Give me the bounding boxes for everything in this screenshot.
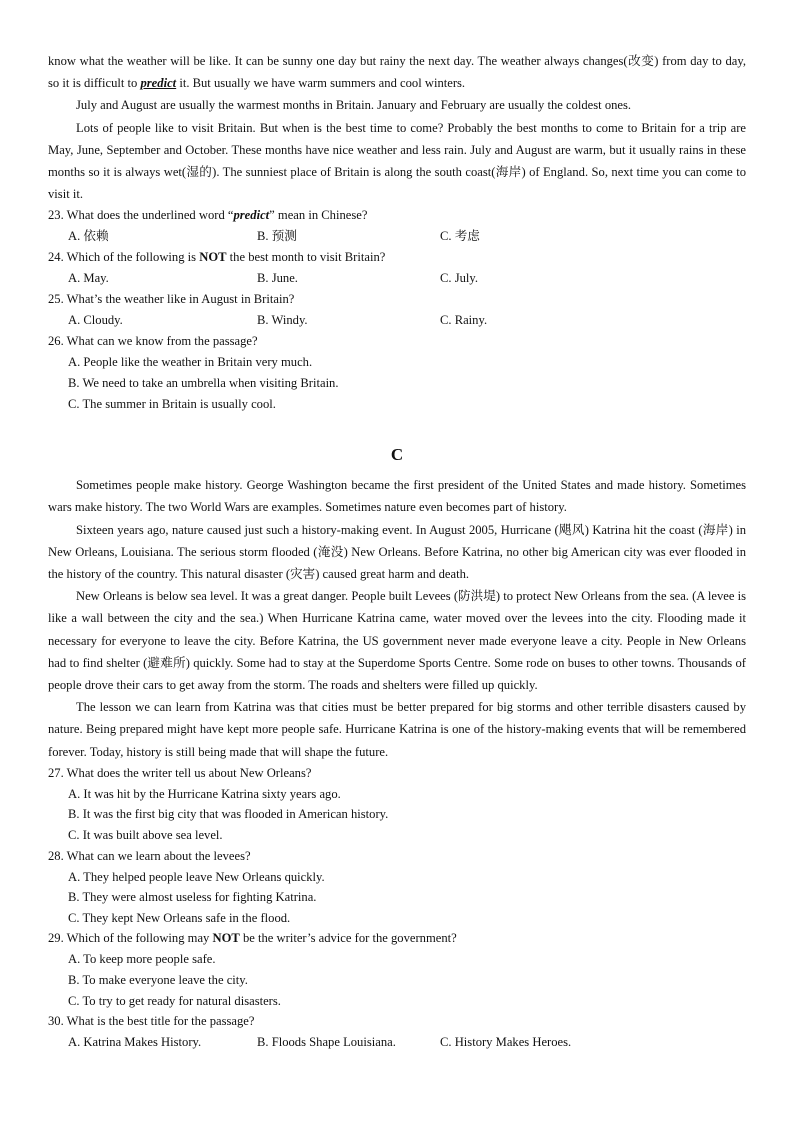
option-b[interactable]: B. 预测 (257, 229, 297, 244)
passage-c-paragraph-4: The lesson we can learn from Katrina was that cities must be better prepared for big storms and other terrible disasters caused by nature. Being prepared might have kept more people safe. Hurricane Katrina is one of the history-making events that will be remembered forever. Today, history is still being made that will shape the future. (48, 700, 746, 759)
option-c[interactable]: C. 考虑 (440, 229, 480, 244)
passage-c-paragraph-2: Sixteen years ago, nature caused just such a history-making event. In August 2005, Hurricane (飓风) Katrina hit the coast (海岸) in New Orleans, Louisiana. The serious storm flooded (淹没) New Orleans. Before Katrina, no other big American city was ever flooded in the history of the country. This natural disaster (灾害) caused great harm and death. (48, 522, 746, 582)
question-23-options (48, 226, 746, 247)
option-a[interactable]: A. Katrina Makes History. (68, 1035, 202, 1050)
passage-b-paragraph-3: Lots of people like to visit Britain. But when is the best time to come? Probably the best months to come to Britain for a trip are May, June, September and October. These months have nice weather and less rain. July and August are warm, but it usually rains in these months so it is always wet(湿的). The sunniest place of Britain is along the south coast(海岸) of England. So, next time you can come to visit it. (48, 120, 746, 202)
option-c[interactable]: C. It was built above sea level. (68, 828, 223, 843)
question-24-options (48, 268, 746, 289)
question-27: 27. What does the writer tell us about New Orleans? (48, 765, 312, 780)
question-23-keyword: predict (233, 208, 270, 223)
question-24 (48, 247, 746, 268)
option-a[interactable]: A. 依赖 (68, 229, 109, 244)
option-a[interactable]: A. It was hit by the Hurricane Katrina sixty years ago. (68, 786, 341, 801)
option-c[interactable]: C. July. (440, 271, 479, 286)
option-b[interactable]: B. Windy. (257, 313, 308, 328)
option-b[interactable]: B. It was the first big city that was flooded in American history. (68, 807, 389, 822)
question-24-keyword: NOT (199, 250, 227, 265)
option-a[interactable]: A. People like the weather in Britain very much. (68, 355, 313, 370)
option-b[interactable]: B. To make everyone leave the city. (68, 973, 248, 987)
passage-c-paragraph-3: New Orleans is below sea level. It was a great danger. People built Levees (防洪堤) to protect New Orleans from the sea. (A levee is like a wall between the city and the sea.) When Hurricane Katrina came, water moved over the levees into the city. Flooding made it necessary for everyone to leave the city. Before Katrina, the US government never made everyone leave a city. People in New Orleans had to find shelter (避难所) quickly. Some had to stay at the Superdome Sports Centre. Some rode on buses to other towns. Thousands of people drove their cars to get away from the storm. The roads and shelters were filled up quickly. (48, 589, 746, 693)
question-29-keyword: NOT (212, 931, 240, 946)
option-c[interactable]: C. Rainy. (440, 313, 488, 328)
passage-b-p1-text-b: it. But usually we have warm summers and cool winters. (176, 76, 466, 91)
option-c[interactable]: C. The summer in Britain is usually cool. (68, 396, 276, 411)
question-29-text-a: 29. Which of the following may (48, 931, 213, 946)
passage-b-paragraph-2: July and August are usually the warmest months in Britain. January and February are usually the coldest ones. (76, 98, 632, 113)
section-c-title: C (390, 445, 404, 465)
exam-page (48, 50, 746, 1053)
option-c[interactable]: C. They kept New Orleans safe in the flood. (68, 910, 291, 925)
question-24-text-b: the best month to visit Britain? (226, 250, 386, 265)
option-a[interactable]: A. May. (68, 271, 109, 286)
question-24-text-a: 24. Which of the following is (48, 250, 200, 265)
question-23 (48, 205, 746, 226)
option-b[interactable]: B. They were almost useless for fighting Katrina. (68, 890, 317, 905)
option-c[interactable]: C. To try to get ready for natural disasters. (68, 993, 281, 1008)
question-29 (48, 928, 746, 949)
option-b[interactable]: B. We need to take an umbrella when visiting Britain. (68, 376, 339, 391)
question-26: 26. What can we know from the passage? (48, 334, 258, 349)
question-29-text-b: be the writer’s advice for the government? (239, 931, 457, 946)
question-23-text-b: ” mean in Chinese? (269, 208, 368, 223)
passage-b-p1-text-a: know what the weather will be like. It can be sunny one day but rainy the next day. The weather always changes(改变) from day to day, so it is difficult to (48, 54, 746, 91)
option-a[interactable]: A. They helped people leave New Orleans quickly. (68, 869, 325, 884)
passage-b-paragraph-1 (48, 50, 746, 94)
option-a[interactable]: A. Cloudy. (68, 313, 123, 328)
underlined-word-predict: predict (140, 76, 177, 91)
question-23-text-a: 23. What does the underlined word “ (48, 208, 234, 223)
question-30: 30. What is the best title for the passage? (48, 1014, 255, 1029)
option-a[interactable]: A. To keep more people safe. (68, 952, 216, 967)
option-b[interactable]: B. June. (257, 271, 298, 286)
question-25: 25. What’s the weather like in August in Britain? (48, 292, 295, 307)
question-25-options (48, 310, 746, 331)
question-28: 28. What can we learn about the levees? (48, 848, 251, 863)
question-30-options (48, 1032, 746, 1053)
option-b[interactable]: B. Floods Shape Louisiana. (257, 1035, 396, 1050)
passage-c-paragraph-1: Sometimes people make history. George Washington became the first president of the United States and made history. Sometimes wars make history. The two World Wars are examples. Sometimes nature even becomes part of history. (48, 478, 746, 515)
option-c[interactable]: C. History Makes Heroes. (440, 1035, 572, 1050)
